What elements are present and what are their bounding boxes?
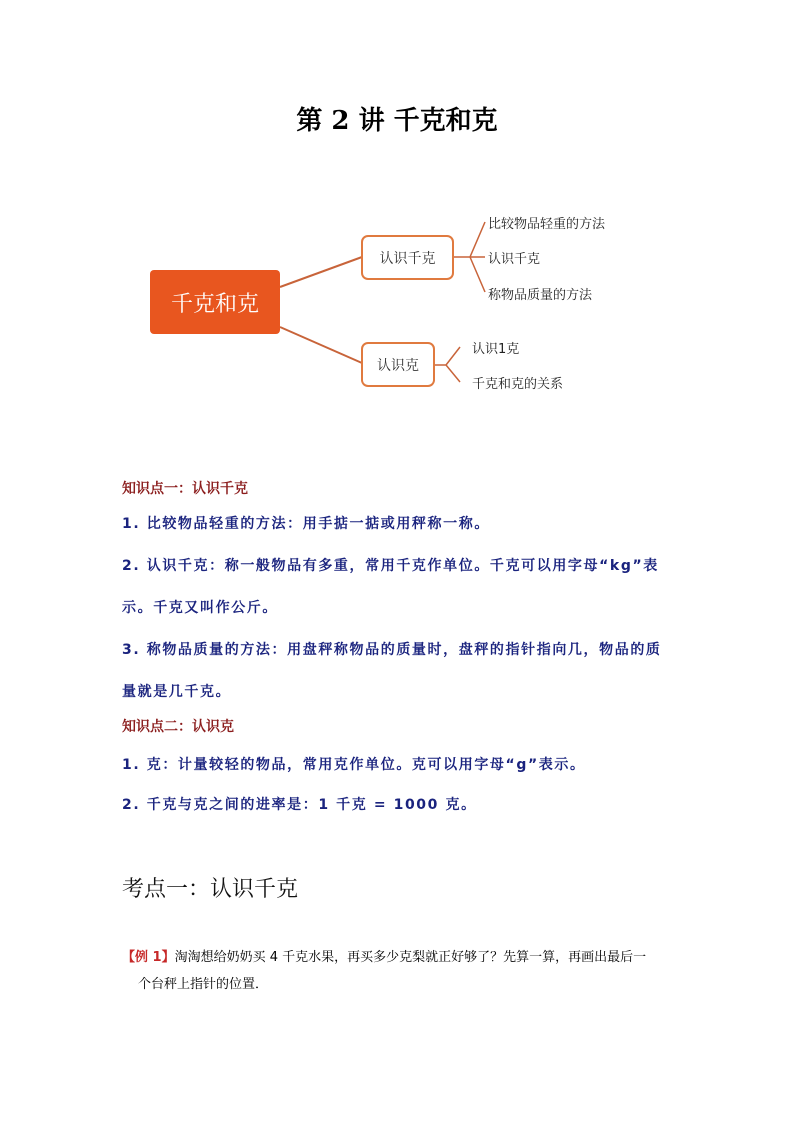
leaf-know-kilogram: 认识千克 (488, 252, 541, 267)
knowledge-2-line-2: 2. 千克与克之间的进率是：1 千克 = 1000 克。 (122, 797, 477, 813)
knowledge-1-line-5: 量就是几千克。 (122, 684, 232, 700)
example-tag: 【例 1】 (122, 950, 175, 965)
knowledge-1-line-1: 1. 比较物品轻重的方法：用手掂一掂或用秤称一称。 (122, 516, 490, 532)
example-text-line-1: 淘淘想给奶奶买 4 千克水果，再买多少克梨就正好够了？先算一算，再画出最后一 (174, 950, 647, 965)
branch-node-gram-label: 认识克 (377, 358, 419, 374)
knowledge-1-line-3: 示。千克又叫作公斤。 (122, 600, 278, 616)
branch1-fork (453, 222, 485, 292)
knowledge-1-line-4: 3. 称物品质量的方法：用盘秤称物品的质量时，盘秤的指针指向几，物品的质 (122, 642, 662, 658)
root-to-branch1-line (280, 257, 362, 287)
leaf-compare-weight: 比较物品轻重的方法 (488, 217, 606, 232)
leaf-know-gram: 认识1克 (472, 342, 520, 357)
example-1 (122, 944, 682, 998)
knowledge-2-line-1: 1. 克：计量较轻的物品，常用克作单位。克可以用字母“g”表示。 (122, 757, 586, 773)
page-title: 第 2 讲 千克和克 (296, 106, 498, 136)
leaf-kg-g-relation: 千克和克的关系 (472, 377, 564, 392)
knowledge-heading-1: 知识点一：认识千克 (122, 481, 248, 497)
knowledge-1-line-2: 2. 认识千克：称一般物品有多重，常用千克作单位。千克可以用字母“kg”表 (122, 558, 659, 574)
exam-point-heading: 考点一：认识千克 (122, 877, 299, 902)
leaf-weighing-method: 称物品质量的方法 (488, 288, 593, 303)
mind-map (140, 195, 660, 405)
branch-node-kilogram-label: 认识千克 (379, 251, 436, 267)
root-node-label: 千克和克 (170, 292, 260, 317)
branch2-fork (434, 347, 460, 382)
example-text-line-2: 个台秤上指针的位置． (138, 977, 269, 992)
knowledge-heading-2: 知识点二：认识克 (122, 719, 234, 735)
root-to-branch2-line (280, 327, 362, 363)
